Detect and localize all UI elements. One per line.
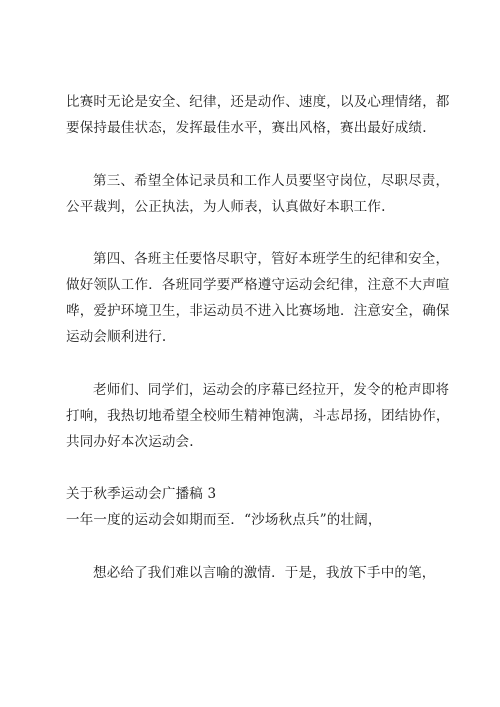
- paragraph-line: 老师们、同学们，运动会的序幕已经拉开，发令的枪声即将: [93, 382, 450, 398]
- section-heading: 关于秋季运动会广播稿 3: [66, 486, 217, 502]
- paragraph-line: 运动会顺利进行.: [66, 329, 167, 345]
- paragraph-line: 第三、希望全体记录员和工作人员要坚守岗位，尽职尽责，: [93, 173, 450, 189]
- paragraph-line: 哗，爱护环境卫生，非运动员不进入比赛场地．注意安全，确保: [66, 303, 450, 319]
- paragraph-line: 打响，我热切地希望全校师生精神饱满，斗志昂扬，团结协作，: [66, 408, 450, 424]
- paragraph-line: 想必给了我们难以言喻的激情．于是，我放下手中的笔，: [93, 565, 436, 581]
- paragraph-line: 第四、各班主任要恪尽职守，管好本班学生的纪律和安全，: [93, 251, 450, 267]
- paragraph-line: 要保持最佳状态，发挥最佳水平，赛出风格，赛出最好成绩.: [66, 120, 427, 136]
- paragraph-line: 一年一度的运动会如期而至．“沙场秋点兵”的壮阔，: [66, 512, 382, 528]
- paragraph-line: 比赛时无论是安全、纪律，还是动作、速度，以及心理情绪，都: [66, 94, 450, 110]
- paragraph-line: 公平裁判，公正执法，为人师表，认真做好本职工作.: [66, 199, 386, 215]
- paragraph-line: 做好领队工作．各班同学要严格遵守运动会纪律，注意不大声喧: [66, 277, 450, 293]
- paragraph-line: 共同办好本次运动会.: [66, 434, 194, 450]
